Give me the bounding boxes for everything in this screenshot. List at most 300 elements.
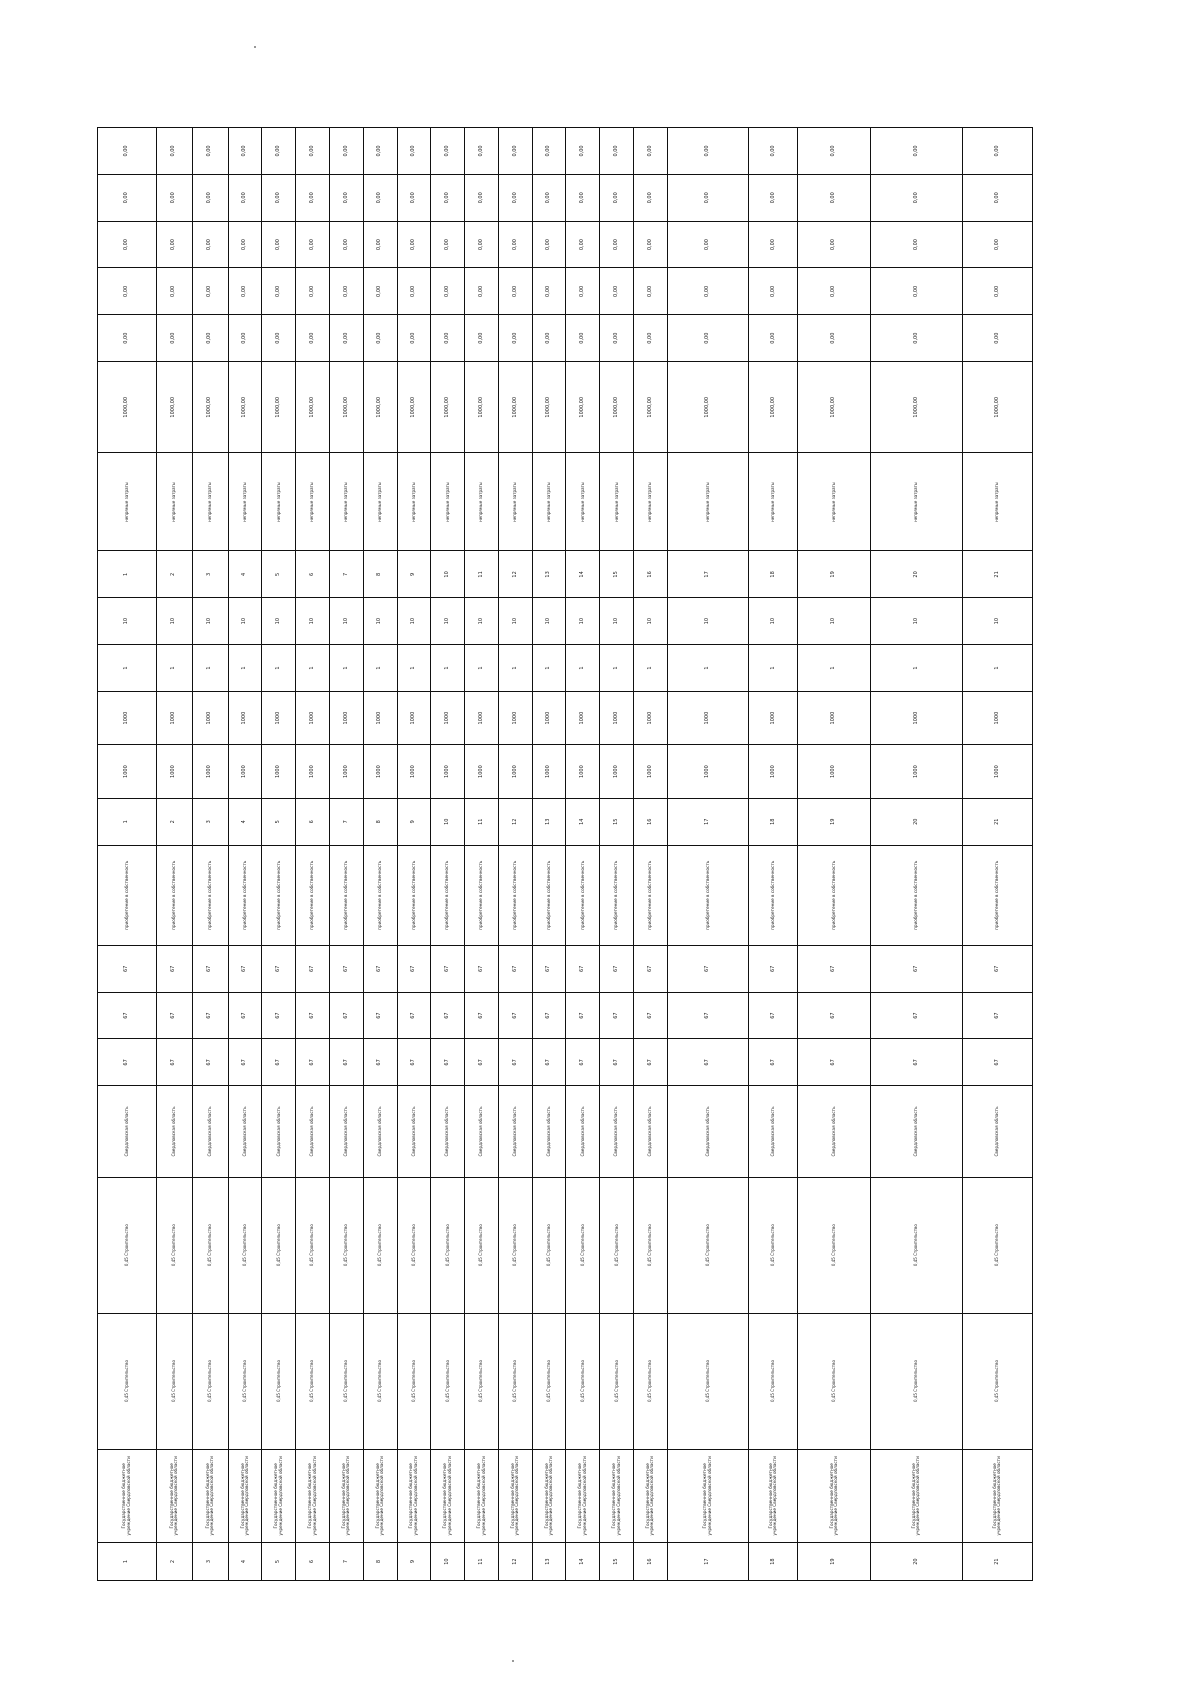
table-cell: Свердловская область — [532, 1086, 566, 1177]
table-cell: 0,00 — [667, 268, 748, 315]
table-cell: 67 — [465, 945, 499, 992]
table-cell: 0,00 — [465, 128, 499, 175]
table-cell: 0,45 Строительство — [192, 1177, 228, 1313]
table-cell: 0,45 Строительство — [532, 1313, 566, 1449]
table-cell: приобретение в собственность — [431, 845, 465, 945]
table-cell: 0,45 Строительство — [634, 1177, 668, 1313]
table-cell: 0,45 Строительство — [798, 1313, 870, 1449]
table-cell: Государственное бюджетное учреждение Свердловской области — [498, 1449, 532, 1543]
table-cell: 0,00 — [566, 315, 600, 362]
scan-speck-bottom — [512, 1660, 514, 1662]
table-cell: 67 — [228, 992, 262, 1039]
table-cell: 67 — [397, 945, 431, 992]
table-cell: 0,00 — [431, 128, 465, 175]
table-cell: непрямые затраты — [98, 453, 157, 551]
table-cell: 10 — [667, 598, 748, 645]
table-cell: 67 — [465, 992, 499, 1039]
table-cell: 1000,00 — [532, 362, 566, 453]
table-cell: 1000 — [192, 691, 228, 744]
table-cell: 0,00 — [870, 128, 962, 175]
table-cell: 67 — [98, 1039, 157, 1086]
table-cell: Государственное бюджетное учреждение Свердловской области — [870, 1449, 962, 1543]
table-row — [566, 128, 600, 1581]
table-cell: 0,00 — [566, 174, 600, 221]
table-cell: 0,45 Строительство — [667, 1177, 748, 1313]
table-cell: 12 — [498, 1543, 532, 1581]
table-cell: 2 — [156, 551, 192, 598]
table-cell: Государственное бюджетное учреждение Свердловской области — [798, 1449, 870, 1543]
table-cell: 0,00 — [798, 128, 870, 175]
table-cell: 0,00 — [228, 221, 262, 268]
table-cell: 1 — [262, 645, 296, 692]
table-cell: 0,45 Строительство — [870, 1177, 962, 1313]
table-cell: 0,00 — [363, 315, 397, 362]
table-cell: 0,00 — [192, 268, 228, 315]
table-cell: 9 — [397, 1543, 431, 1581]
table-cell: приобретение в собственность — [600, 845, 634, 945]
table-cell: непрямые затраты — [748, 453, 798, 551]
table-cell: Свердловская область — [156, 1086, 192, 1177]
table-cell: 1000,00 — [330, 362, 364, 453]
table-cell: приобретение в собственность — [962, 845, 1032, 945]
table-cell: 1000,00 — [192, 362, 228, 453]
table-cell: 1000,00 — [634, 362, 668, 453]
table-cell: 67 — [397, 992, 431, 1039]
table-cell: 67 — [532, 992, 566, 1039]
table-cell: 0,00 — [296, 128, 330, 175]
table-cell: 1 — [498, 645, 532, 692]
table-cell: 10 — [962, 598, 1032, 645]
table-cell: 67 — [962, 1039, 1032, 1086]
table-cell: 1000,00 — [962, 362, 1032, 453]
table-cell: 8 — [363, 798, 397, 845]
table-cell: 1000,00 — [262, 362, 296, 453]
table-cell: 0,00 — [431, 315, 465, 362]
table-cell: 0,00 — [228, 128, 262, 175]
table-cell: 10 — [431, 798, 465, 845]
table-cell: 1000 — [363, 691, 397, 744]
table-cell: 10 — [798, 598, 870, 645]
table-cell: 0,45 Строительство — [600, 1177, 634, 1313]
table-cell: 2 — [156, 1543, 192, 1581]
table-cell: 0,00 — [600, 174, 634, 221]
table-cell: Свердловская область — [431, 1086, 465, 1177]
table-cell: 67 — [532, 1039, 566, 1086]
table-cell: 5 — [262, 798, 296, 845]
table-cell: 67 — [363, 945, 397, 992]
table-row — [262, 128, 296, 1581]
table-cell: 12 — [498, 798, 532, 845]
table-cell: 13 — [532, 551, 566, 598]
table-cell: 0,45 Строительство — [634, 1313, 668, 1449]
table-cell: приобретение в собственность — [667, 845, 748, 945]
table-cell: Свердловская область — [330, 1086, 364, 1177]
table-cell: 1000 — [228, 745, 262, 798]
table-cell: 0,00 — [98, 174, 157, 221]
table-cell: 0,00 — [667, 315, 748, 362]
table-row — [532, 128, 566, 1581]
table-cell: 0,45 Строительство — [431, 1313, 465, 1449]
table-cell: 1 — [330, 645, 364, 692]
table-cell: 10 — [192, 598, 228, 645]
table-cell: 67 — [98, 992, 157, 1039]
table-cell: 67 — [870, 945, 962, 992]
table-cell: 1 — [532, 645, 566, 692]
table-cell: 1000 — [498, 691, 532, 744]
table-cell: 0,45 Строительство — [363, 1177, 397, 1313]
table-row — [156, 128, 192, 1581]
table-cell: 67 — [431, 945, 465, 992]
table-cell: 18 — [748, 551, 798, 598]
table-cell: 0,45 Строительство — [667, 1313, 748, 1449]
table-cell: непрямые затраты — [498, 453, 532, 551]
table-cell: 67 — [156, 992, 192, 1039]
table-cell: 0,45 Строительство — [748, 1177, 798, 1313]
table-cell: 10 — [330, 598, 364, 645]
table-cell: 6 — [296, 551, 330, 598]
table-cell: Свердловская область — [566, 1086, 600, 1177]
table-cell: Государственное бюджетное учреждение Свердловской области — [156, 1449, 192, 1543]
table-cell: 10 — [431, 1543, 465, 1581]
document-page — [97, 127, 1033, 1581]
table-cell: 67 — [498, 945, 532, 992]
table-cell: 0,00 — [98, 268, 157, 315]
table-cell: 0,00 — [262, 315, 296, 362]
table-cell: 0,45 Строительство — [296, 1177, 330, 1313]
table-cell: 10 — [431, 598, 465, 645]
table-cell: 10 — [228, 598, 262, 645]
table-cell: 10 — [634, 598, 668, 645]
table-cell: 1 — [870, 645, 962, 692]
table-cell: приобретение в собственность — [98, 845, 157, 945]
table-cell: 0,45 Строительство — [600, 1313, 634, 1449]
table-cell: непрямые затраты — [600, 453, 634, 551]
table-cell: 67 — [798, 992, 870, 1039]
table-cell: 67 — [363, 992, 397, 1039]
table-cell: 67 — [228, 945, 262, 992]
table-cell: 0,00 — [634, 315, 668, 362]
table-cell: непрямые затраты — [363, 453, 397, 551]
table-cell: 1000 — [228, 691, 262, 744]
table-cell: 1 — [634, 645, 668, 692]
table-cell: 67 — [566, 992, 600, 1039]
table-cell: 1000 — [532, 691, 566, 744]
table-cell: 0,00 — [748, 174, 798, 221]
table-cell: 0,00 — [296, 221, 330, 268]
table-cell: Свердловская область — [634, 1086, 668, 1177]
table-cell: 0,00 — [228, 315, 262, 362]
table-cell: 0,00 — [363, 221, 397, 268]
table-cell: 0,00 — [156, 221, 192, 268]
table-cell: 67 — [330, 1039, 364, 1086]
table-cell: 10 — [532, 598, 566, 645]
table-cell: Свердловская область — [262, 1086, 296, 1177]
table-cell: 1000 — [330, 691, 364, 744]
table-cell: приобретение в собственность — [566, 845, 600, 945]
table-cell: 0,00 — [870, 315, 962, 362]
table-cell: 1000 — [798, 745, 870, 798]
table-cell: 67 — [397, 1039, 431, 1086]
table-cell: 67 — [498, 992, 532, 1039]
table-cell: 21 — [962, 798, 1032, 845]
table-cell: приобретение в собственность — [465, 845, 499, 945]
table-cell: Государственное бюджетное учреждение Свердловской области — [600, 1449, 634, 1543]
table-cell: 0,00 — [634, 128, 668, 175]
table-cell: 0,00 — [798, 174, 870, 221]
table-cell: непрямые затраты — [667, 453, 748, 551]
table-cell: 0,45 Строительство — [798, 1177, 870, 1313]
table-cell: 10 — [600, 598, 634, 645]
table-cell: 0,00 — [397, 221, 431, 268]
table-cell: 0,00 — [296, 174, 330, 221]
table-cell: 1 — [296, 645, 330, 692]
table-cell: 1000 — [566, 745, 600, 798]
table-cell: 1000 — [667, 691, 748, 744]
table-row — [465, 128, 499, 1581]
table-cell: 16 — [634, 1543, 668, 1581]
table-cell: 67 — [262, 1039, 296, 1086]
table-cell: Свердловская область — [363, 1086, 397, 1177]
table-row — [600, 128, 634, 1581]
table-cell: 0,00 — [498, 128, 532, 175]
table-cell: Государственное бюджетное учреждение Свердловской области — [667, 1449, 748, 1543]
table-cell: 1 — [192, 645, 228, 692]
table-cell: 1000 — [870, 691, 962, 744]
table-cell: 0,00 — [330, 174, 364, 221]
table-cell: Свердловская область — [498, 1086, 532, 1177]
table-cell: 0,00 — [600, 315, 634, 362]
table-row — [634, 128, 668, 1581]
table-row — [498, 128, 532, 1581]
table-cell: 67 — [192, 1039, 228, 1086]
table-cell: 1000 — [156, 691, 192, 744]
table-cell: 0,45 Строительство — [748, 1313, 798, 1449]
table-cell: 0,00 — [330, 221, 364, 268]
table-cell: Государственное бюджетное учреждение Свердловской области — [748, 1449, 798, 1543]
table-row — [330, 128, 364, 1581]
table-cell: непрямые затраты — [465, 453, 499, 551]
table-cell: 67 — [296, 992, 330, 1039]
table-cell: 1000,00 — [465, 362, 499, 453]
table-cell: Государственное бюджетное учреждение Свердловской области — [397, 1449, 431, 1543]
table-cell: 10 — [748, 598, 798, 645]
table-cell: непрямые затраты — [156, 453, 192, 551]
table-cell: 0,00 — [532, 174, 566, 221]
table-cell: 3 — [192, 551, 228, 598]
table-cell: Свердловская область — [397, 1086, 431, 1177]
table-cell: 1000 — [600, 745, 634, 798]
table-cell: 0,00 — [667, 221, 748, 268]
table-cell: 0,00 — [98, 315, 157, 362]
table-cell: 0,00 — [634, 268, 668, 315]
table-cell: 0,00 — [431, 174, 465, 221]
table-cell: приобретение в собственность — [330, 845, 364, 945]
table-cell: 0,00 — [667, 174, 748, 221]
table-cell: 0,45 Строительство — [870, 1313, 962, 1449]
table-cell: 1000 — [962, 691, 1032, 744]
table-cell: 15 — [600, 798, 634, 845]
table-cell: 1000 — [532, 745, 566, 798]
table-cell: 67 — [262, 992, 296, 1039]
table-cell: 0,00 — [600, 128, 634, 175]
table-cell: 0,45 Строительство — [156, 1313, 192, 1449]
table-cell: 1000,00 — [156, 362, 192, 453]
table-cell: 0,45 Строительство — [192, 1313, 228, 1449]
table-cell: 1000 — [330, 745, 364, 798]
table-cell: Государственное бюджетное учреждение Свердловской области — [566, 1449, 600, 1543]
table-cell: 0,00 — [363, 174, 397, 221]
table-cell: 0,00 — [600, 268, 634, 315]
table-cell: непрямые затраты — [228, 453, 262, 551]
table-cell: Свердловская область — [748, 1086, 798, 1177]
table-cell: 67 — [156, 945, 192, 992]
table-cell: 67 — [431, 1039, 465, 1086]
table-cell: 67 — [667, 945, 748, 992]
table-cell: 0,00 — [465, 315, 499, 362]
table-cell: 1000 — [798, 691, 870, 744]
table-cell: 0,00 — [798, 221, 870, 268]
table-cell: 1 — [600, 645, 634, 692]
table-cell: 18 — [748, 798, 798, 845]
table-cell: 5 — [262, 551, 296, 598]
table-cell: 0,00 — [870, 268, 962, 315]
table-cell: Государственное бюджетное учреждение Свердловской области — [296, 1449, 330, 1543]
table-cell: 0,45 Строительство — [228, 1313, 262, 1449]
table-cell: 1 — [667, 645, 748, 692]
table-cell: 0,00 — [156, 128, 192, 175]
table-cell: непрямые затраты — [962, 453, 1032, 551]
table-cell: 67 — [532, 945, 566, 992]
table-row — [192, 128, 228, 1581]
table-cell: Государственное бюджетное учреждение Свердловской области — [532, 1449, 566, 1543]
table-cell: 0,00 — [363, 128, 397, 175]
table-cell: 1 — [748, 645, 798, 692]
table-cell: 0,45 Строительство — [566, 1177, 600, 1313]
table-cell: 67 — [228, 1039, 262, 1086]
table-cell: 2 — [156, 798, 192, 845]
table-cell: 0,45 Строительство — [156, 1177, 192, 1313]
table-cell: 1000,00 — [397, 362, 431, 453]
table-cell: 20 — [870, 1543, 962, 1581]
scan-speck-top — [254, 46, 256, 48]
table-cell: 0,00 — [330, 315, 364, 362]
table-cell: приобретение в собственность — [192, 845, 228, 945]
table-cell: 0,00 — [748, 221, 798, 268]
table-cell: 0,00 — [634, 221, 668, 268]
table-cell: 67 — [192, 945, 228, 992]
table-cell: 21 — [962, 1543, 1032, 1581]
table-cell: 0,45 Строительство — [98, 1313, 157, 1449]
table-cell: 8 — [363, 1543, 397, 1581]
table-cell: 1 — [566, 645, 600, 692]
table-cell: 1000 — [262, 745, 296, 798]
table-cell: приобретение в собственность — [296, 845, 330, 945]
table-cell: 1000 — [98, 691, 157, 744]
table-cell: 1000 — [363, 745, 397, 798]
table-cell: 67 — [748, 992, 798, 1039]
table-cell: Государственное бюджетное учреждение Свердловской области — [363, 1449, 397, 1543]
table-cell: 20 — [870, 551, 962, 598]
table-cell: 7 — [330, 1543, 364, 1581]
table-cell: 1000 — [634, 691, 668, 744]
table-row — [296, 128, 330, 1581]
table-cell: непрямые затраты — [192, 453, 228, 551]
table-cell: 1000,00 — [870, 362, 962, 453]
table-cell: 1000,00 — [667, 362, 748, 453]
table-cell: 10 — [431, 551, 465, 598]
table-cell: 19 — [798, 798, 870, 845]
table-cell: 0,45 Строительство — [566, 1313, 600, 1449]
table-cell: 0,00 — [870, 221, 962, 268]
table-cell: 0,00 — [397, 315, 431, 362]
table-cell: 4 — [228, 551, 262, 598]
table-cell: 67 — [296, 1039, 330, 1086]
table-cell: 1000 — [262, 691, 296, 744]
table-row — [397, 128, 431, 1581]
table-cell: Свердловская область — [98, 1086, 157, 1177]
table-cell: 0,00 — [465, 268, 499, 315]
table-cell: 8 — [363, 551, 397, 598]
table-cell: 9 — [397, 551, 431, 598]
table-cell: 6 — [296, 798, 330, 845]
table-cell: 1000 — [465, 745, 499, 798]
table-cell: Государственное бюджетное учреждение Свердловской области — [634, 1449, 668, 1543]
table-cell: непрямые затраты — [634, 453, 668, 551]
table-cell: 14 — [566, 798, 600, 845]
table-cell: 0,45 Строительство — [330, 1177, 364, 1313]
table-cell: 11 — [465, 798, 499, 845]
table-cell: Свердловская область — [798, 1086, 870, 1177]
table-row — [228, 128, 262, 1581]
table-cell: 67 — [296, 945, 330, 992]
table-cell: 0,45 Строительство — [397, 1313, 431, 1449]
table-cell: 67 — [431, 992, 465, 1039]
table-cell: Государственное бюджетное учреждение Свердловской области — [962, 1449, 1032, 1543]
table-cell: 1000,00 — [296, 362, 330, 453]
table-cell: 1000,00 — [98, 362, 157, 453]
table-cell: 0,00 — [532, 268, 566, 315]
table-cell: Государственное бюджетное учреждение Свердловской области — [465, 1449, 499, 1543]
table-cell: 0,00 — [98, 221, 157, 268]
table-cell: 4 — [228, 798, 262, 845]
table-cell: 6 — [296, 1543, 330, 1581]
table-cell: Государственное бюджетное учреждение Свердловской области — [431, 1449, 465, 1543]
table-cell: 1000,00 — [748, 362, 798, 453]
table-cell: 67 — [634, 945, 668, 992]
table-row — [870, 128, 962, 1581]
table-cell: 67 — [962, 992, 1032, 1039]
table-cell: 1000,00 — [600, 362, 634, 453]
table-row — [798, 128, 870, 1581]
table-cell: 0,00 — [296, 315, 330, 362]
table-cell: 0,45 Строительство — [98, 1177, 157, 1313]
table-cell: 10 — [296, 598, 330, 645]
table-cell: 1000 — [397, 691, 431, 744]
table-cell: Свердловская область — [962, 1086, 1032, 1177]
table-cell: 1000 — [566, 691, 600, 744]
table-cell: 12 — [498, 551, 532, 598]
table-cell: 1000 — [748, 745, 798, 798]
table-cell: 67 — [634, 1039, 668, 1086]
table-cell: Государственное бюджетное учреждение Свердловской области — [192, 1449, 228, 1543]
table-cell: 10 — [566, 598, 600, 645]
table-cell: 0,00 — [296, 268, 330, 315]
table-cell: 0,00 — [962, 315, 1032, 362]
table-cell: приобретение в собственность — [634, 845, 668, 945]
table-cell: 1000,00 — [228, 362, 262, 453]
table-cell: Свердловская область — [296, 1086, 330, 1177]
table-cell: 0,00 — [431, 221, 465, 268]
